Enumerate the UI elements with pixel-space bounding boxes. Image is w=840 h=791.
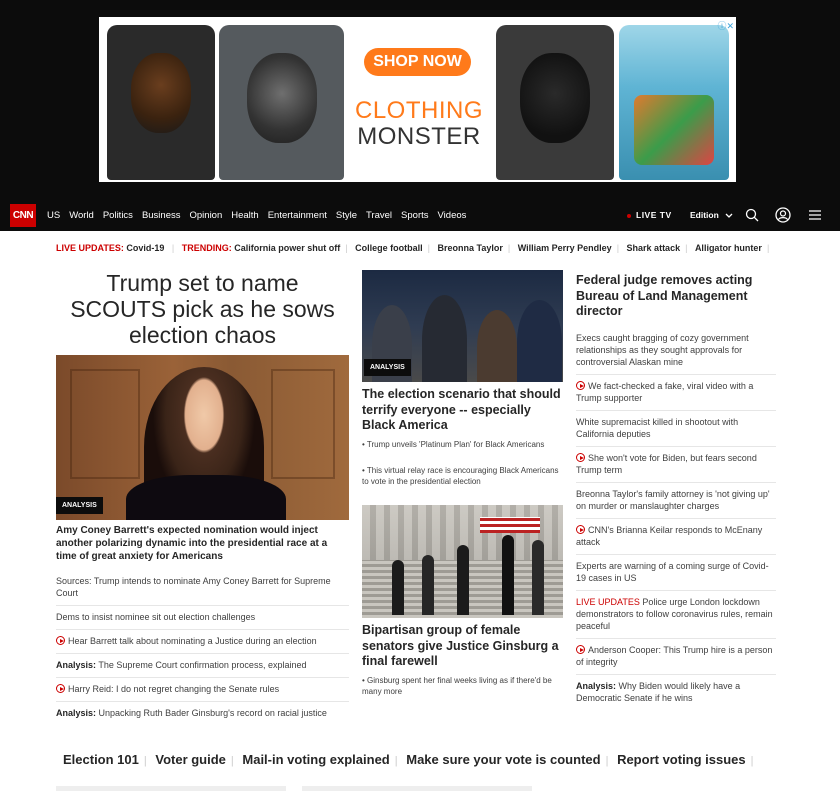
election-links-bar: Election 101 | Voter guide | Mail-in voting explained | Make sure your vote is counted | Report voting issues | xyxy=(63,752,754,767)
nav-links xyxy=(47,200,466,231)
story-headline[interactable]: The election scenario that should terrify everyone -- especially Black America xyxy=(362,387,561,432)
nav-link-opinion[interactable]: Opinion xyxy=(189,210,223,221)
door-panel xyxy=(271,369,335,479)
trending-item[interactable]: Shark attack xyxy=(626,243,681,253)
nav-link-business[interactable]: Business xyxy=(141,210,181,221)
play-video-icon xyxy=(576,453,585,462)
play-video-icon xyxy=(56,636,65,645)
trending-item[interactable]: Breonna Taylor xyxy=(437,243,503,253)
search-icon[interactable] xyxy=(744,207,760,223)
analysis-badge: ANALYSIS xyxy=(364,359,411,376)
live-dot-icon xyxy=(627,214,631,218)
story-image-capitol[interactable] xyxy=(362,505,563,618)
trending-live-topic[interactable]: Covid-19 xyxy=(126,243,165,253)
list-item[interactable]: Analysis: The Supreme Court confirmation process, explained xyxy=(56,653,349,677)
cnn-logo[interactable]: CNN xyxy=(10,204,36,227)
hero-headline[interactable]: Trump set to name SCOUTS pick as he sows election chaos xyxy=(70,270,335,348)
adchoices-icon[interactable]: ⓘ✕ xyxy=(717,21,734,31)
ad-brand-line1: CLOTHING xyxy=(354,97,483,124)
sub-link[interactable]: • Trump unveils 'Platinum Plan' for Black Americans xyxy=(362,440,545,449)
play-video-icon xyxy=(576,525,585,534)
shop-now-button[interactable]: SHOP NOW xyxy=(364,48,471,76)
nav-link-entertainment[interactable]: Entertainment xyxy=(267,210,327,221)
nav-link-health[interactable]: Health xyxy=(231,210,259,221)
list-item[interactable]: Hear Barrett talk about nominating a Justice during an election xyxy=(56,629,349,653)
ad-shirt-gorilla xyxy=(219,25,344,180)
list-item[interactable]: Analysis: Why Biden would likely have a Democratic Senate if he wins xyxy=(576,674,776,710)
hero-image[interactable] xyxy=(56,355,349,520)
figure xyxy=(422,555,434,615)
trending-item[interactable]: William Perry Pendley xyxy=(517,243,612,253)
list-item[interactable]: She won't vote for Biden, but fears second Trump term xyxy=(576,446,776,482)
live-tv-link[interactable] xyxy=(627,210,672,220)
nav-link-style[interactable]: Style xyxy=(335,210,357,221)
ad-shirt-labrador xyxy=(496,25,614,180)
edition-selector[interactable] xyxy=(690,210,733,220)
figure xyxy=(457,545,469,615)
list-item[interactable]: Experts are warning of a coming surge of Covid-19 cases in US xyxy=(576,554,776,590)
door-panel xyxy=(70,369,140,479)
play-video-icon xyxy=(576,381,585,390)
crowd-figure xyxy=(422,295,467,382)
list-item[interactable]: White supremacist killed in shootout with California deputies xyxy=(576,410,776,446)
live-tv-label: LIVE TV xyxy=(636,210,672,220)
trending-bar: LIVE UPDATES: Covid-19 | TRENDING: California power shut off | College football | Breonna Taylor | William Perry Pendley | Shark attack | Alligator hunter | xyxy=(56,243,770,253)
list-item[interactable]: Harry Reid: I do not regret changing the Senate rules xyxy=(56,677,349,701)
election-link[interactable]: Mail-in voting explained xyxy=(242,752,390,767)
trending-item[interactable]: Alligator hunter xyxy=(694,243,762,253)
nav-link-sports[interactable]: Sports xyxy=(401,210,429,221)
column3-headline[interactable]: Federal judge removes acting Bureau of Land Management director xyxy=(576,273,753,318)
ad-brand-line2: MONSTER xyxy=(357,123,481,150)
list-item[interactable]: Dems to insist nominee sit out election challenges xyxy=(56,605,349,629)
ad-shirt-ocean xyxy=(619,25,729,180)
story-image-protest[interactable] xyxy=(362,270,563,382)
nav-link-politics[interactable]: Politics xyxy=(102,210,133,221)
list-item[interactable]: Breonna Taylor's family attorney is 'not giving up' on murder or manslaughter charges xyxy=(576,482,776,518)
list-item[interactable]: Analysis: Unpacking Ruth Bader Ginsburg's record on racial justice xyxy=(56,701,349,725)
content-placeholder xyxy=(302,786,532,791)
election-link[interactable]: Report voting issues xyxy=(617,752,746,767)
trending-item[interactable]: College football xyxy=(355,243,423,253)
live-updates-tag: LIVE UPDATES xyxy=(576,597,640,607)
nav-link-travel[interactable]: Travel xyxy=(366,210,393,221)
live-updates-label: LIVE UPDATES: xyxy=(56,243,124,253)
sub-link[interactable]: • This virtual relay race is encouraging Black Americans to vote in the presidential election xyxy=(362,466,559,486)
story-list-col3 xyxy=(576,327,776,710)
nav-link-videos[interactable]: Videos xyxy=(437,210,467,221)
list-item[interactable]: We fact-checked a fake, viral video with a Trump supporter xyxy=(576,374,776,410)
menu-icon[interactable] xyxy=(807,207,823,223)
story-list-col1 xyxy=(56,570,349,725)
ad-banner-area xyxy=(0,0,840,200)
figure xyxy=(392,560,404,615)
lead-story-headline[interactable]: Amy Coney Barrett's expected nomination would inject another polarizing dynamic into the presidential race at a time of great anxiety for Americans xyxy=(56,525,328,562)
analysis-badge: ANALYSIS xyxy=(56,497,103,514)
account-icon[interactable] xyxy=(775,207,791,223)
list-item[interactable]: LIVE UPDATES Police urge London lockdown demonstrators to follow coronavirus rules, remain peaceful xyxy=(576,590,776,638)
play-video-icon xyxy=(56,684,65,693)
election-link[interactable]: Election 101 xyxy=(63,752,139,767)
list-item[interactable]: Anderson Cooper: This Trump hire is a person of integrity xyxy=(576,638,776,674)
trending-label: TRENDING: xyxy=(181,243,232,253)
portrait-dress xyxy=(126,475,286,520)
nav-link-us[interactable]: US xyxy=(47,210,61,221)
chevron-down-icon xyxy=(725,213,733,219)
advertisement[interactable] xyxy=(99,17,736,182)
election-link[interactable]: Make sure your vote is counted xyxy=(406,752,601,767)
ad-shirt-dog xyxy=(107,25,215,180)
list-item[interactable]: CNN's Brianna Keilar responds to McEnany attack xyxy=(576,518,776,554)
nav-link-world[interactable]: World xyxy=(69,210,94,221)
story-headline[interactable]: Bipartisan group of female senators give Justice Ginsburg a final farewell xyxy=(362,623,559,668)
play-video-icon xyxy=(576,645,585,654)
list-item[interactable]: Sources: Trump intends to nominate Amy Coney Barrett for Supreme Court xyxy=(56,576,331,598)
content-placeholder xyxy=(56,786,286,791)
crowd-figure xyxy=(517,300,562,382)
list-item[interactable]: Execs caught bragging of cozy government relationships as they sought approvals for controversial Alaskan mine xyxy=(576,333,749,367)
figure xyxy=(502,535,514,615)
election-link[interactable]: Voter guide xyxy=(155,752,226,767)
sub-link[interactable]: • Ginsburg spent her final weeks living as if there'd be many more xyxy=(362,676,552,696)
flag-draped-casket xyxy=(480,517,540,533)
edition-label: Edition xyxy=(690,210,719,220)
top-navigation xyxy=(0,200,840,231)
crowd-figure xyxy=(477,310,517,382)
trending-item[interactable]: California power shut off xyxy=(234,243,341,253)
figure xyxy=(532,540,544,615)
